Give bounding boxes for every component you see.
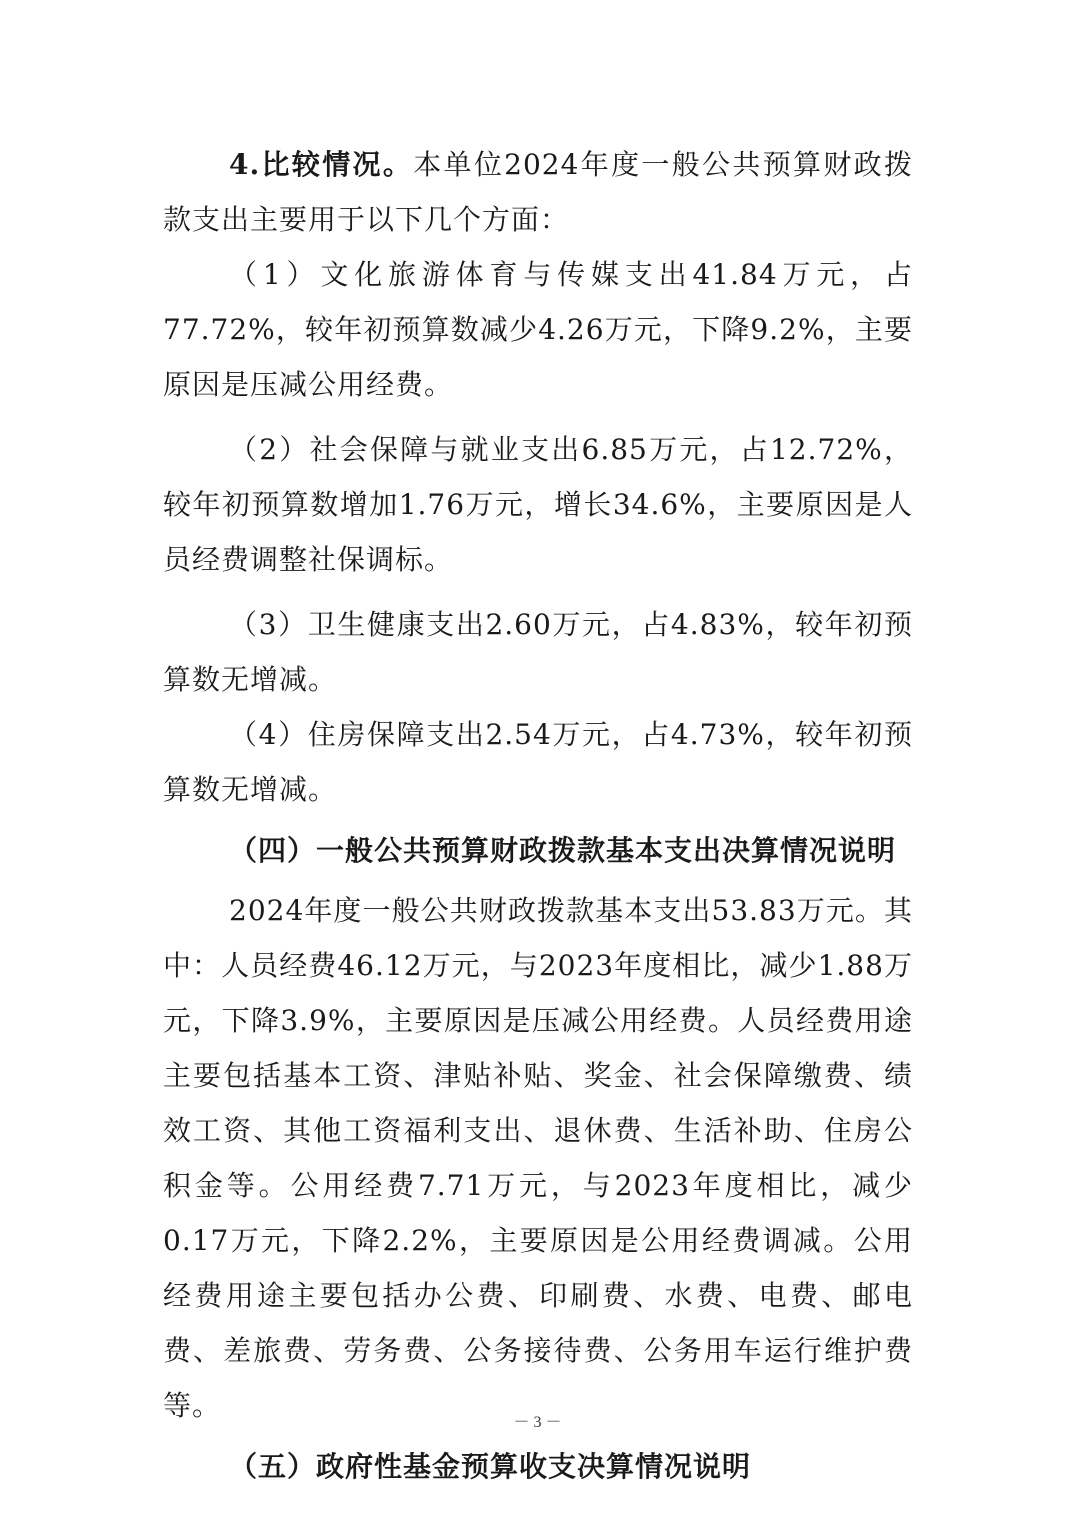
page-number: － 3 － xyxy=(513,1414,562,1431)
item-4-paragraph: （4）住房保障支出2.54万元，占4.73%，较年初预算数无增减。 xyxy=(163,718,913,806)
section-4-text: 本单位2024年度一般公共预算财政拨款支出主要用于以下几个方面： xyxy=(163,148,913,236)
section-4-paragraph xyxy=(163,137,913,247)
section-4-lead: 4.比较情况。 xyxy=(229,148,414,181)
item-2-paragraph: （2）社会保障与就业支出6.85万元，占12.72%，较年初预算数增加1.76万元，增长34.6%，主要原因是人员经费调整社保调标。 xyxy=(163,433,913,576)
basic-expenditure-paragraph: 2024年度一般公共财政拨款基本支出53.83万元。其中：人员经费46.12万元，与2023年度相比，减少1.88万元，下降3.9%，主要原因是压减公用经费。人员经费用途主要包括基本工资、津贴补贴、奖金、社会保障缴费、绩效工资、其他工资福利支出、退休费、生活补助、住房公积金等。公用经费7.71万元，与2023年度相比，减少0.17万元，下降2.2%，主要原因是公用经费调减。公用经费用途主要包括办公费、印刷费、水费、电费、邮电费、差旅费、劳务费、公务接待费、公务用车运行维护费等。 xyxy=(163,894,913,1422)
item-3-paragraph: （3）卫生健康支出2.60万元，占4.83%，较年初预算数无增减。 xyxy=(163,608,913,696)
heading-section-5: （五）政府性基金预算收支决算情况说明 xyxy=(229,1450,752,1483)
page-content xyxy=(163,137,913,1494)
heading-section-4: （四）一般公共预算财政拨款基本支出决算情况说明 xyxy=(229,834,897,867)
item-1-paragraph: （1）文化旅游体育与传媒支出41.84万元，占77.72%，较年初预算数减少4.26万元，下降9.2%，主要原因是压减公用经费。 xyxy=(163,258,913,401)
